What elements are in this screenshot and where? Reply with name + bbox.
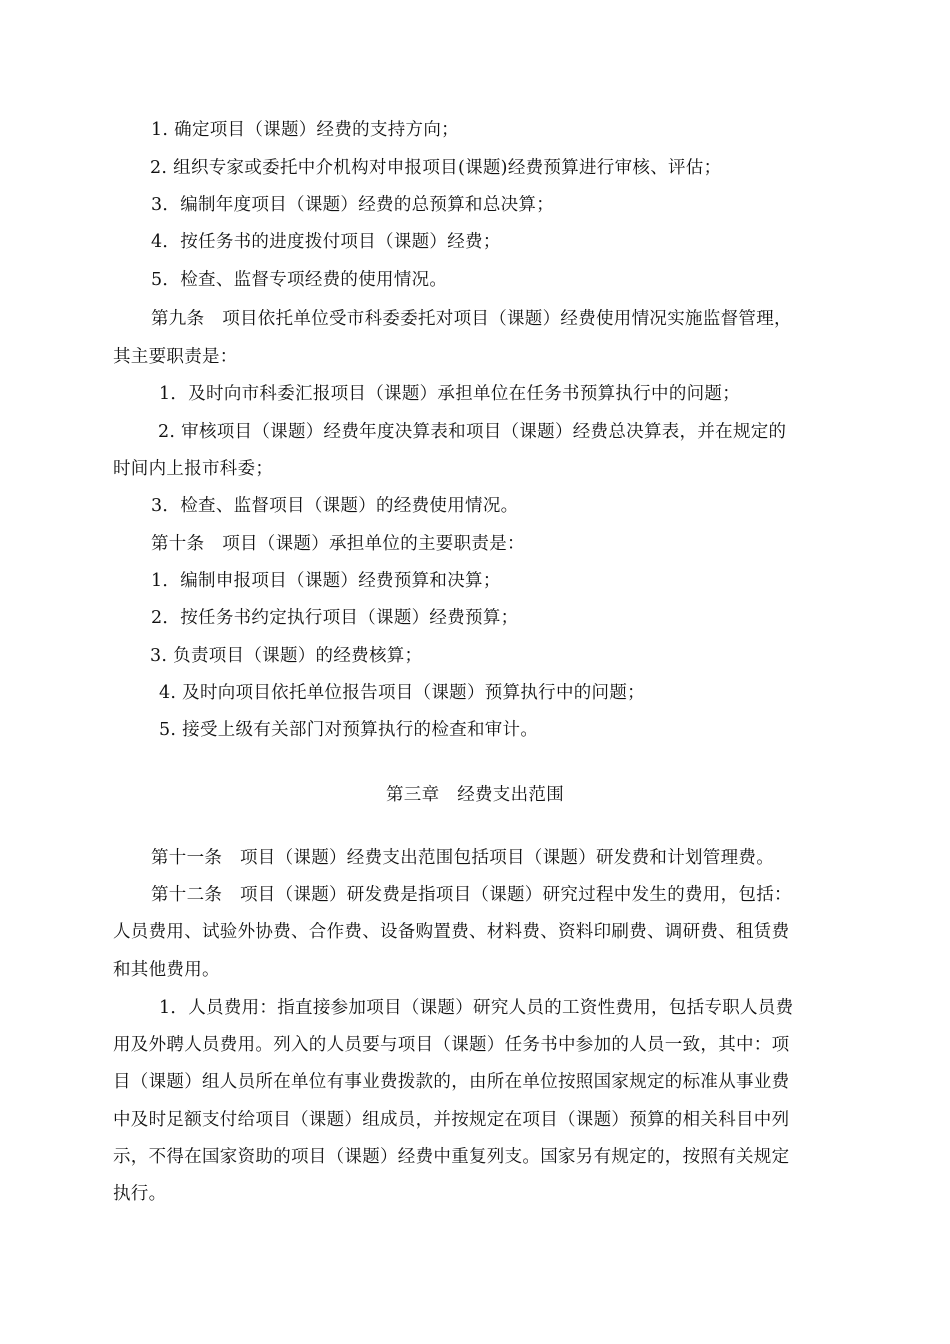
- article-10-item-3: 3. 负责项目（课题）的经费核算；: [150, 646, 423, 666]
- item-3-annual-budget: 3．编制年度项目（课题）经费的总预算和总决算；: [151, 195, 555, 215]
- article-11: 第十一条 项目（课题）经费支出范围包括项目（课题）研发费和计划管理费。: [151, 848, 774, 868]
- chapter-3-heading: 第三章 经费支出范围: [386, 785, 564, 805]
- article-12-line-2: 人员费用、试验外协费、合作费、设备购置费、材料费、资料印刷费、调研费、租赁费: [113, 922, 790, 942]
- personnel-cost-line-1: 1．人员费用：指直接参加项目（课题）研究人员的工资性费用，包括专职人员费: [159, 998, 794, 1018]
- personnel-cost-line-2: 用及外聘人员费用。列入的人员要与项目（课题）任务书中参加的人员一致，其中：项: [113, 1035, 790, 1055]
- article-9-heading: 第九条 项目依托单位受市科委委托对项目（课题）经费使用情况实施监督管理，: [151, 309, 792, 329]
- article-9-continuation: 其主要职责是：: [113, 347, 238, 367]
- article-9-item-2-continuation: 时间内上报市科委；: [113, 459, 274, 479]
- item-4-disburse-funds: 4．按任务书的进度拨付项目（课题）经费；: [151, 232, 501, 252]
- article-9-item-2: 2. 审核项目（课题）经费年度决算表和项目（课题）经费总决算表，并在规定的: [158, 422, 787, 442]
- article-10-item-1: 1．编制申报项目（课题）经费预算和决算；: [151, 571, 501, 591]
- article-10-heading: 第十条 项目（课题）承担单位的主要职责是：: [151, 534, 525, 554]
- article-12-heading: 第十二条 项目（课题）研发费是指项目（课题）研究过程中发生的费用，包括：: [151, 885, 792, 905]
- article-9-item-3: 3．检查、监督项目（课题）的经费使用情况。: [151, 496, 519, 516]
- personnel-cost-line-6: 执行。: [113, 1184, 167, 1204]
- article-10-item-4: 4. 及时向项目依托单位报告项目（课题）预算执行中的问题；: [159, 683, 645, 703]
- article-10-item-5: 5. 接受上级有关部门对预算执行的检查和审计。: [159, 720, 539, 740]
- item-1-support-direction: 1. 确定项目（课题）经费的支持方向；: [151, 120, 459, 140]
- article-12-line-3: 和其他费用。: [113, 960, 220, 980]
- personnel-cost-line-5: 示，不得在国家资助的项目（课题）经费中重复列支。国家另有规定的，按照有关规定: [113, 1147, 790, 1167]
- personnel-cost-line-4: 中及时足额支付给项目（课题）组成员，并按规定在项目（课题）预算的相关科目中列: [113, 1110, 790, 1130]
- item-5-inspect-usage: 5．检查、监督专项经费的使用情况。: [151, 270, 448, 290]
- article-9-item-1: 1．及时向市科委汇报项目（课题）承担单位在任务书预算执行中的问题；: [159, 384, 741, 404]
- item-2-budget-review: 2. 组织专家或委托中介机构对申报项目(课题)经费预算进行审核、评估；: [150, 158, 722, 178]
- personnel-cost-line-3: 目（课题）组人员所在单位有事业费拨款的，由所在单位按照国家规定的标准从事业费: [113, 1072, 790, 1092]
- article-10-item-2: 2．按任务书约定执行项目（课题）经费预算；: [151, 608, 519, 628]
